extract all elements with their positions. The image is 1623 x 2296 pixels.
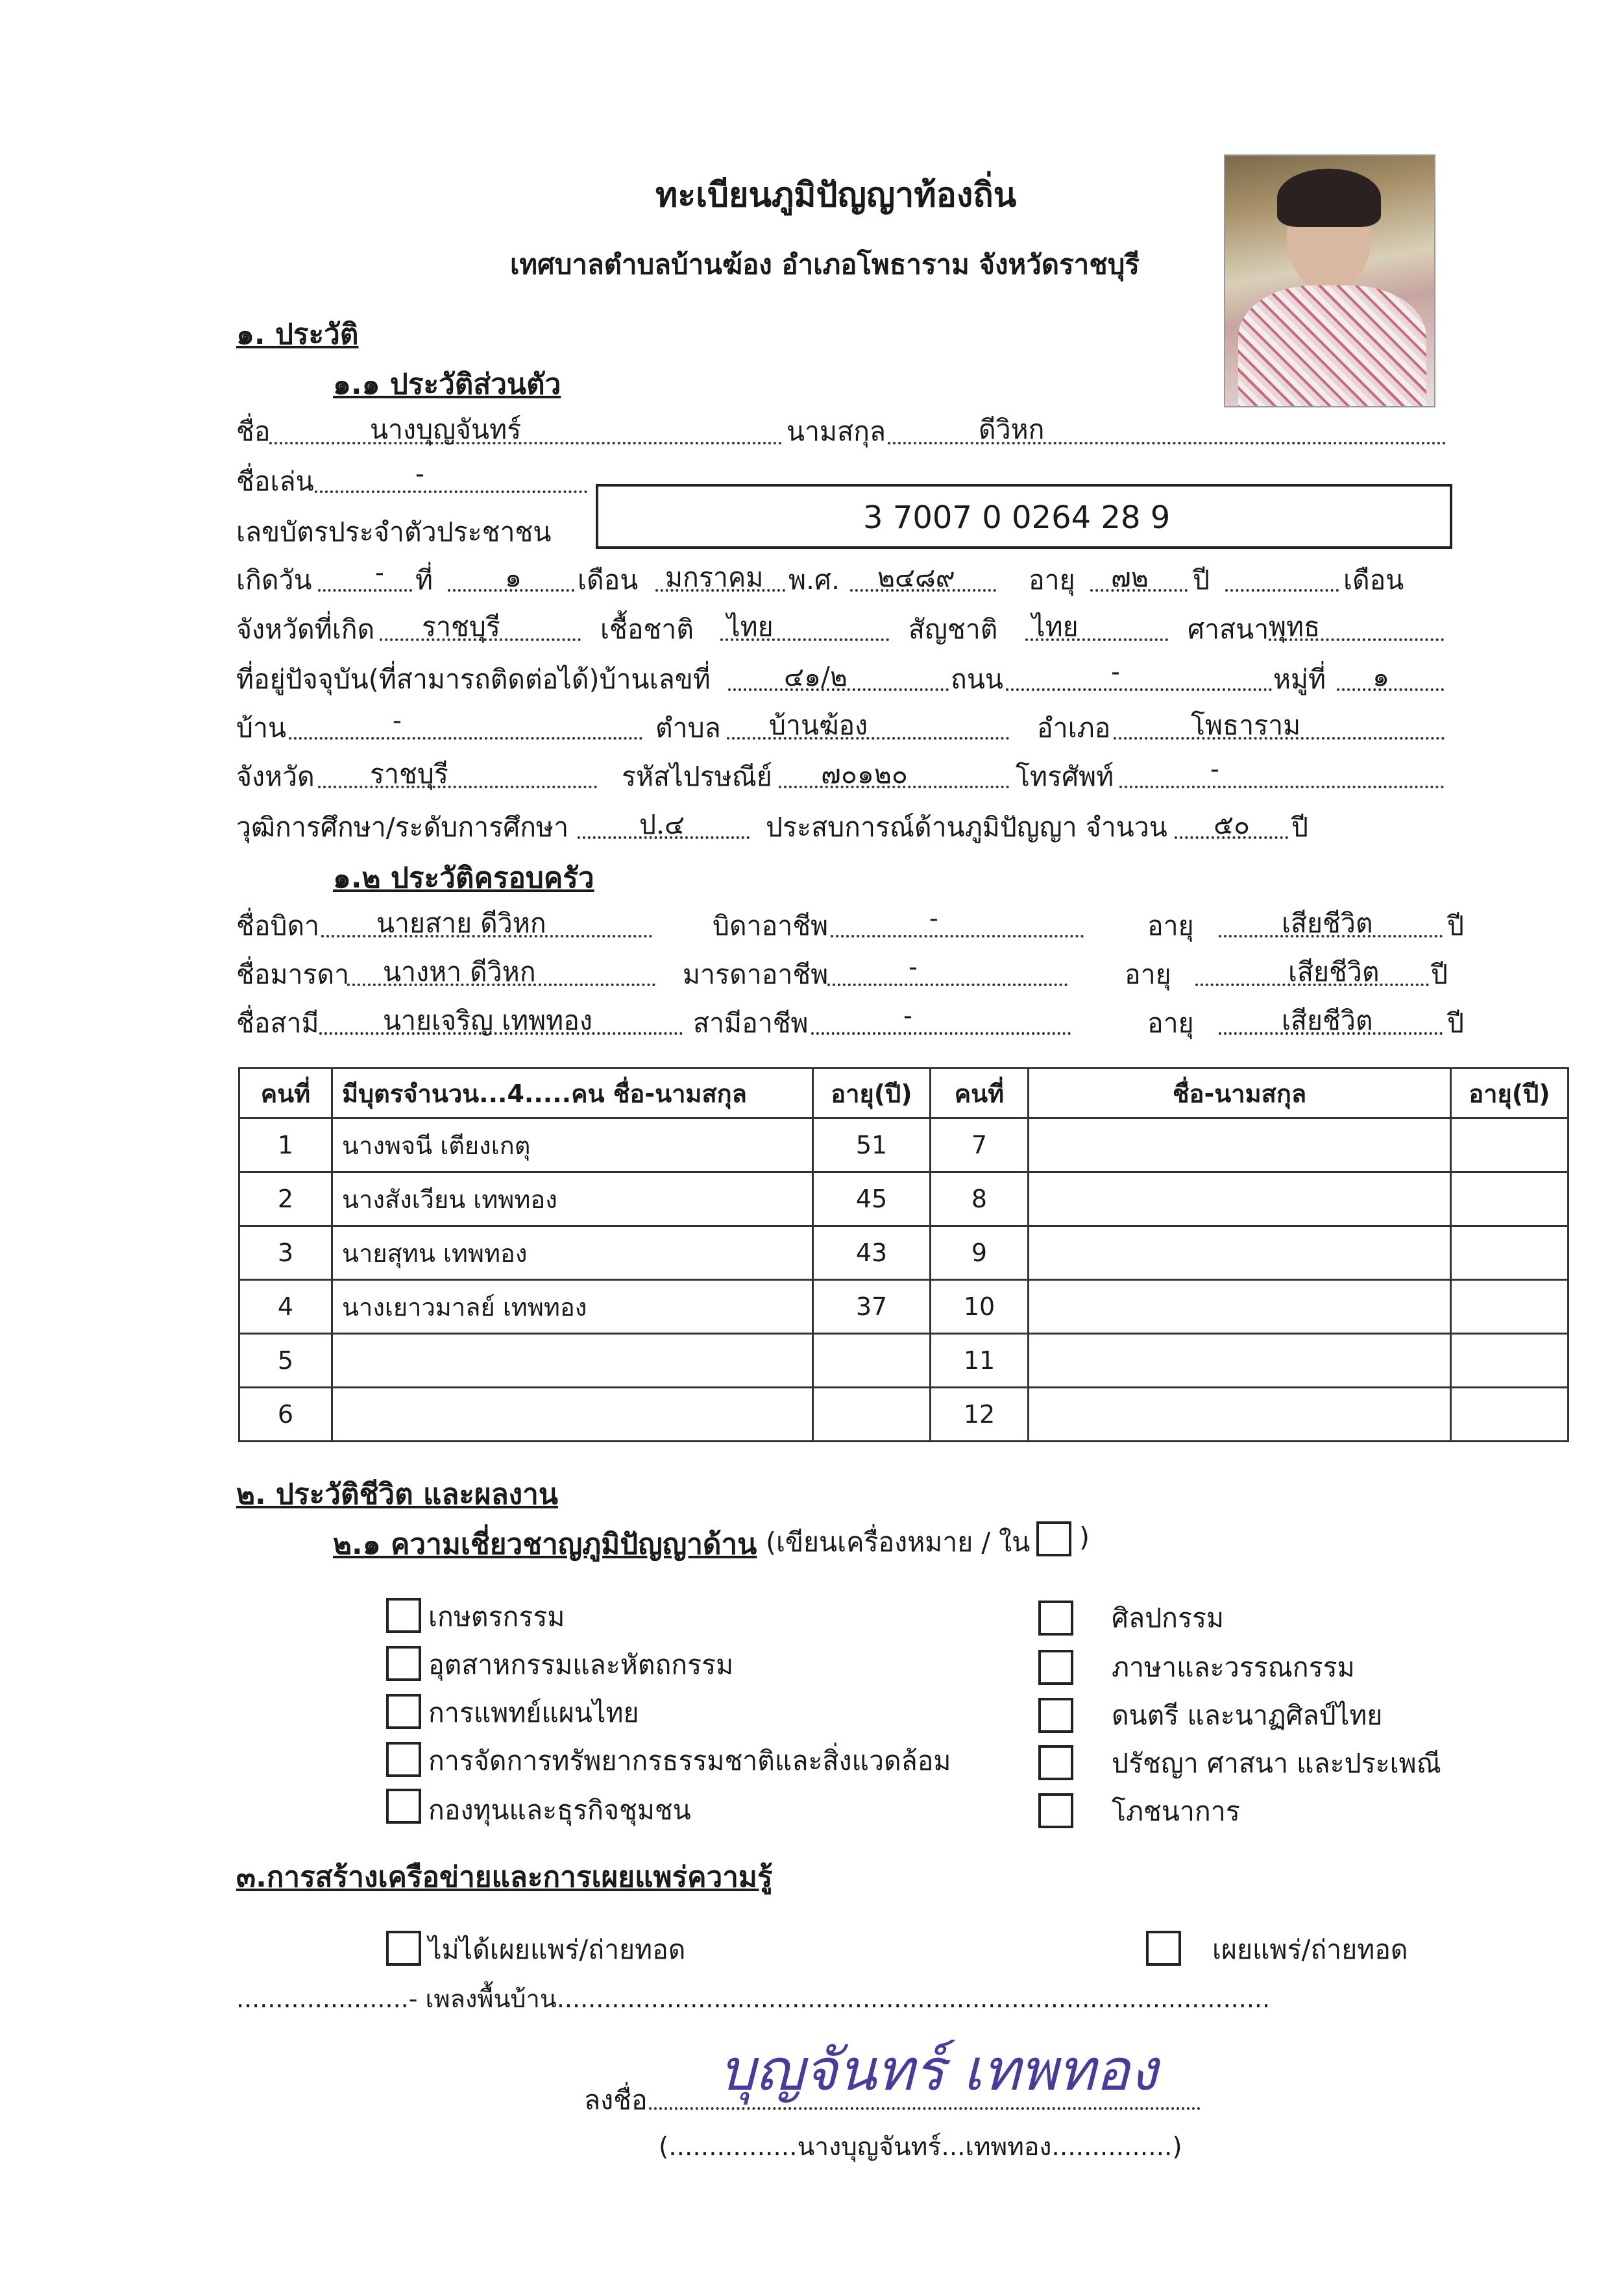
checkbox-thai-medicine[interactable] [386,1694,421,1729]
year-value: ๒๔๘๙ [877,562,955,593]
mother-age-unit: ปี [1431,959,1448,990]
row-name: นายสุทน เทพทอง [332,1226,813,1280]
nationality-label: สัญชาติ [909,614,998,645]
surname-label: นามสกุล [787,416,886,447]
date-label: ที่ [415,564,433,596]
row-no: 2 [239,1172,332,1226]
father-value: นายสาย ดีวิหก [376,908,546,939]
children-table [238,1067,1569,1442]
checkbox-agriculture[interactable] [386,1598,421,1633]
personal-heading: ๑.๑ ประวัติส่วนตัว [333,368,561,401]
row-no: 5 [239,1334,332,1388]
education-value: ป.๔ [639,809,685,840]
row-no2: 12 [931,1388,1029,1442]
option-environment: การจัดการทรัพยากรธรรมชาติและสิ่งแวดล้อม [428,1745,951,1776]
religion-value: พุทธ [1269,611,1321,642]
province-birth-value: ราชบุรี [422,611,500,642]
checkbox-environment[interactable] [386,1742,421,1777]
tambon-label: ตำบล [655,712,721,743]
section2-heading: ๒. ประวัติชีวิต และผลงาน [236,1478,558,1511]
father-job-value: - [929,902,938,934]
phone-label: โทรศัพท์ [1016,761,1114,792]
row-no: 3 [239,1226,332,1280]
spouse-label: ชื่อสามี [236,1008,319,1039]
date-value: ๑ [505,562,522,593]
month-value: มกราคม [665,562,764,593]
row-age [813,1334,931,1388]
row-age: 45 [813,1172,931,1226]
col-no: คนที่ [239,1069,332,1118]
name-label: ชื่อ [236,416,271,447]
mother-job-value: - [909,951,918,982]
document-subtitle: เทศบาลตำบลบ้านฆ้อง อำเภอโพธาราม จังหวัดราชบุรี [510,248,1140,280]
spouse-age-unit: ปี [1447,1008,1465,1039]
row-name2 [1029,1388,1451,1442]
province-birth-label: จังหวัดที่เกิด [236,614,375,645]
row-name2 [1029,1226,1451,1280]
row-no: 6 [239,1388,332,1442]
expertise-instruction: (เขียนเครื่องหมาย / ใน [766,1527,1031,1558]
id-number: 3 7007 0 0264 28 9 [863,500,1171,536]
row-name2 [1029,1280,1451,1334]
table-row [239,1118,1568,1172]
experience-value: ๕๐ [1214,809,1251,840]
nationality-value: ไทย [1032,611,1079,642]
checkbox-arts[interactable] [1038,1601,1073,1636]
row-age: 43 [813,1226,931,1280]
option-disseminated: เผยแพร่/ถ่ายทอด [1212,1934,1408,1965]
row-name: นางพจนี เตียงเกตุ [332,1118,813,1172]
age-value: ๗๒ [1111,562,1149,593]
option-arts: ศิลปกรรม [1112,1602,1225,1634]
table-row [239,1226,1568,1280]
year-label: พ.ศ. [788,564,840,596]
row-age2 [1451,1118,1568,1172]
village-value: - [393,705,402,736]
signature-label: ลงชื่อ [584,2085,648,2116]
father-job-label: บิดาอาชีพ [713,910,829,941]
province-value: ราชบุรี [370,758,448,790]
row-name [332,1388,813,1442]
birth-day-label: เกิดวัน [236,564,312,596]
row-age: 37 [813,1280,931,1334]
surname-value: ดีวิหก [979,414,1045,445]
option-community-fund: กองทุนและธุรกิจชุมชน [428,1795,691,1826]
checkbox-nutrition[interactable] [1038,1793,1073,1828]
experience-unit: ปี [1291,812,1309,843]
checkbox-disseminated[interactable] [1146,1931,1181,1966]
col-name: มีบุตรจำนวน...4.....คน ชื่อ-นามสกุล [332,1069,813,1118]
religion-label: ศาสนา [1188,614,1269,645]
row-name [332,1334,813,1388]
dissemination-detail: ......................- เพลงพื้นบ้าน........................................................................................... [236,1985,1271,2013]
table-row [239,1172,1568,1226]
section3-heading: ๓.การสร้างเครือข่ายและการเผยแพร่ความรู้ [236,1861,773,1894]
checkbox-industry[interactable] [386,1646,421,1681]
option-literature: ภาษาและวรรณกรรม [1112,1652,1355,1683]
phone-value: - [1210,753,1219,784]
checkbox-philosophy[interactable] [1038,1745,1073,1780]
father-label: ชื่อบิดา [236,910,320,941]
profile-photo [1224,154,1435,407]
option-industry: อุตสาหกรรมและหัตถกรรม [428,1649,734,1680]
month-label: เดือน [578,564,639,596]
row-no2: 8 [931,1172,1029,1226]
row-age2 [1451,1226,1568,1280]
option-nutrition: โภชนาการ [1112,1796,1240,1827]
mother-value: นางหา ดีวิหก [383,956,536,987]
spouse-job-label: สามีอาชีพ [693,1008,809,1039]
name-value: นางบุญจันทร์ [370,414,522,445]
mother-age-label: อายุ [1125,959,1171,990]
row-name2 [1029,1118,1451,1172]
col-age2: อายุ(ปี) [1451,1069,1568,1118]
spouse-value: นายเจริญ เทพทอง [383,1005,592,1036]
house-no-value: ๔๑/๒ [784,661,848,692]
father-age-unit: ปี [1447,910,1465,941]
row-name: นางสังเวียน เทพทอง [332,1172,813,1226]
address-label: ที่อยู่ปัจจุบัน(ที่สามารถติดต่อได้)บ้านเลขที่ [236,664,711,695]
row-name2 [1029,1172,1451,1226]
id-label: เลขบัตรประจำตัวประชาชน [236,516,552,548]
option-agriculture: เกษตรกรรม [428,1601,565,1632]
option-thai-medicine: การแพทย์แผนไทย [428,1697,639,1728]
handwritten-signature: บุญจันทร์ เทพทอง [719,2036,1158,2103]
expertise-instruction-close: ) [1079,1521,1090,1553]
age-year-unit: ปี [1193,564,1210,596]
father-age-value: เสียชีวิต [1282,908,1373,939]
col-no2: คนที่ [931,1069,1029,1118]
col-name2: ชื่อ-นามสกุล [1029,1069,1451,1118]
amphoe-value: โพธาราม [1191,710,1301,741]
checkbox-music[interactable] [1038,1698,1073,1733]
row-age2 [1451,1172,1568,1226]
age-month-unit: เดือน [1343,564,1404,596]
postcode-value: ๗๐๑๒๐ [821,758,908,790]
spouse-age-label: อายุ [1147,1008,1194,1039]
experience-label: ประสบการณ์ด้านภูมิปัญญา จำนวน [766,812,1167,843]
row-no2: 9 [931,1226,1029,1280]
spouse-job-value: - [903,1000,912,1031]
moo-label: หมู่ที่ [1273,664,1326,695]
road-label: ถนน [951,664,1003,695]
section1-heading: ๑. ประวัติ [236,318,359,351]
row-no2: 10 [931,1280,1029,1334]
father-age-label: อายุ [1147,910,1194,941]
row-no: 4 [239,1280,332,1334]
row-age [813,1388,931,1442]
amphoe-label: อำเภอ [1037,712,1111,743]
row-age: 51 [813,1118,931,1172]
row-name: นางเยาวมาลย์ เทพทอง [332,1280,813,1334]
row-name2 [1029,1334,1451,1388]
road-value: - [1111,656,1120,687]
row-age2 [1451,1334,1568,1388]
row-no2: 11 [931,1334,1029,1388]
signature-printed-name: (................นางบุญจันทร์...เทพทอง...............) [659,2133,1182,2162]
checkbox-community-fund[interactable] [386,1789,421,1824]
tambon-value: บ้านฆ้อง [769,710,868,741]
education-label: วุฒิการศึกษา/ระดับการศึกษา [236,812,569,843]
birth-day-value: - [375,557,384,588]
table-row [239,1280,1568,1334]
family-heading: ๑.๒ ประวัติครอบครัว [333,862,594,895]
race-label: เชื้อชาติ [600,614,694,645]
expertise-heading: ๒.๑ ความเชี่ยวชาญภูมิปัญญาด้าน [333,1528,757,1561]
nickname-value: - [415,458,424,489]
spouse-age-value: เสียชีวิต [1282,1005,1373,1036]
postcode-label: รหัสไปรษณีย์ [622,761,772,792]
age-label: อายุ [1029,564,1075,596]
mother-job-label: มารดาอาชีพ [683,959,829,990]
row-age2 [1451,1388,1568,1442]
option-not-disseminated: ไม่ได้เผยแพร่/ถ่ายทอด [428,1934,686,1965]
province-label: จังหวัด [236,761,315,792]
row-no: 1 [239,1118,332,1172]
mother-age-value: เสียชีวิต [1288,956,1380,987]
checkbox-not-disseminated[interactable] [386,1931,421,1966]
col-age: อายุ(ปี) [813,1069,931,1118]
table-row [239,1388,1568,1442]
mother-label: ชื่อมารดา [236,959,350,990]
village-label: บ้าน [236,712,287,743]
instruction-checkbox-icon [1036,1521,1071,1556]
race-value: ไทย [727,611,774,642]
checkbox-literature[interactable] [1038,1650,1073,1685]
option-philosophy: ปรัชญา ศาสนา และประเพณี [1112,1748,1441,1779]
document-title: ทะเบียนภูมิปัญญาท้องถิ่น [655,176,1017,215]
table-row [239,1334,1568,1388]
row-age2 [1451,1280,1568,1334]
row-no2: 7 [931,1118,1029,1172]
option-music: ดนตรี และนาฏศิลป์ไทย [1112,1700,1383,1731]
moo-value: ๑ [1373,661,1390,692]
nickname-label: ชื่อเล่น [236,466,314,497]
